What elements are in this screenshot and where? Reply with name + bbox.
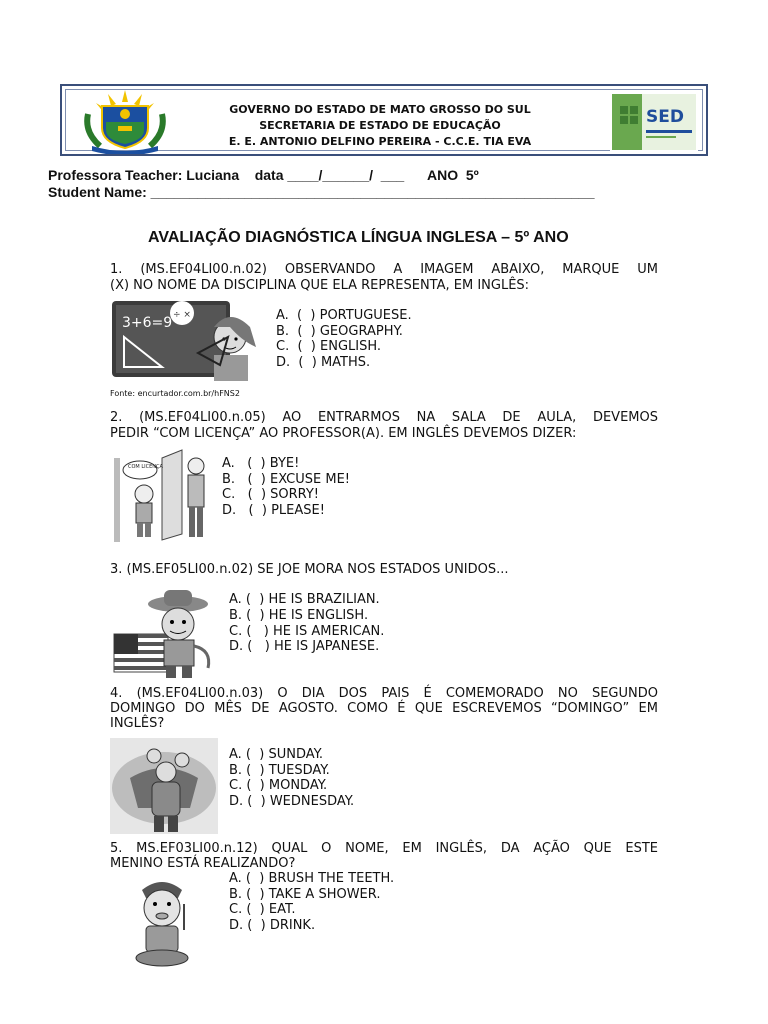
- header-line-school: E. E. ANTONIO DELFINO PEREIRA - C.C.E. TIA EVA: [228, 135, 532, 148]
- question-2-line-1: 2. (MS.EF04LI00.n.05) AO ENTRARMOS NA SALA DE AULA, DEVEMOS: [110, 410, 658, 425]
- question-2-option-b[interactable]: B. ( ) EXCUSE ME!: [222, 472, 350, 487]
- svg-text:COM LICENÇA: COM LICENÇA: [128, 464, 163, 470]
- question-5-option-b[interactable]: B. ( ) TAKE A SHOWER.: [229, 887, 381, 902]
- question-5-option-a[interactable]: A. ( ) BRUSH THE TEETH.: [229, 871, 395, 886]
- question-3-option-a[interactable]: A. ( ) HE IS BRAZILIAN.: [229, 592, 380, 607]
- question-3-line-1: 3. (MS.EF05LI00.n.02) SE JOE MORA NOS ESTADOS UNIDOS...: [110, 562, 509, 577]
- coat-of-arms-logo: [78, 88, 172, 154]
- question-1-option-d[interactable]: D. ( ) MATHS.: [276, 355, 371, 370]
- header-line-secretariat: SECRETARIA DE ESTADO DE EDUCAÇÃO: [259, 119, 501, 132]
- question-5-line-2: MENINO ESTÁ REALIZANDO?: [110, 856, 296, 871]
- question-2-image-boy-at-door: [112, 448, 212, 542]
- student-name-line: Student Name: _________________________________________________________: [48, 184, 595, 200]
- page-title: AVALIAÇÃO DIAGNÓSTICA LÍNGUA INGLESA – 5º ANO: [148, 229, 569, 246]
- teacher-date-line: Professora Teacher: Luciana data ____/______/ ___ ANO 5º: [48, 167, 479, 183]
- question-4-option-c[interactable]: C. ( ) MONDAY.: [229, 778, 328, 793]
- question-3-option-c[interactable]: C. ( ) HE IS AMERICAN.: [229, 624, 385, 639]
- question-4-option-a[interactable]: A. ( ) SUNDAY.: [229, 747, 324, 762]
- question-1-line-2: (X) NO NOME DA DISCIPLINA QUE ELA REPRESENTA, EM INGLÊS:: [110, 278, 530, 293]
- question-2-option-a[interactable]: A. ( ) BYE!: [222, 456, 300, 471]
- question-1-line-1: 1. (MS.EF04LI00.n.02) OBSERVANDO A IMAGEM ABAIXO, MARQUE UM: [110, 262, 658, 277]
- svg-text:SED: SED: [646, 107, 684, 127]
- question-2-option-c[interactable]: C. ( ) SORRY!: [222, 487, 320, 502]
- question-3-option-b[interactable]: B. ( ) HE IS ENGLISH.: [229, 608, 369, 623]
- question-3-image-cowboy-with-flag: [112, 584, 222, 680]
- question-4-option-d[interactable]: D. ( ) WEDNESDAY.: [229, 794, 355, 809]
- question-5-line-1: 5. MS.EF03LI00.n.12) QUAL O NOME, EM INGLÊS, DA AÇÃO QUE ESTE: [110, 841, 658, 856]
- question-4-line-1: 4. (MS.EF04LI00.n.03) O DIA DOS PAIS É COMEMORADO NO SEGUNDO: [110, 686, 658, 701]
- question-1-image-source: Fonte: encurtador.com.br/hFNS2: [110, 389, 240, 398]
- question-5-image-boy-eating: [124, 874, 200, 972]
- question-1-option-a[interactable]: A. ( ) PORTUGUESE.: [276, 308, 412, 323]
- question-4-image-father-with-kids: [110, 738, 218, 834]
- question-1-image-teacher-at-board: [110, 297, 266, 383]
- question-2-option-d[interactable]: D. ( ) PLEASE!: [222, 503, 325, 518]
- header-line-government: GOVERNO DO ESTADO DE MATO GROSSO DO SUL: [229, 103, 531, 116]
- question-5-option-c[interactable]: C. ( ) EAT.: [229, 902, 296, 917]
- svg-text:3+6=9: 3+6=9: [122, 315, 173, 331]
- question-3-option-d[interactable]: D. ( ) HE IS JAPANESE.: [229, 639, 380, 654]
- question-5-option-d[interactable]: D. ( ) DRINK.: [229, 918, 316, 933]
- question-4-option-b[interactable]: B. ( ) TUESDAY.: [229, 763, 330, 778]
- question-2-line-2: PEDIR “COM LICENÇA” AO PROFESSOR(A). EM INGLÊS DEVEMOS DIZER:: [110, 426, 577, 441]
- question-1-option-b[interactable]: B. ( ) GEOGRAPHY.: [276, 324, 403, 339]
- question-1-option-c[interactable]: C. ( ) ENGLISH.: [276, 339, 382, 354]
- svg-text:÷ ×: ÷ ×: [173, 310, 191, 320]
- question-4-line-2: DOMINGO DO MÊS DE AGOSTO. COMO É QUE ESCREVEMOS “DOMINGO” EM: [110, 701, 658, 716]
- question-4-line-3: INGLÊS?: [110, 716, 165, 731]
- sed-logo: [610, 92, 698, 152]
